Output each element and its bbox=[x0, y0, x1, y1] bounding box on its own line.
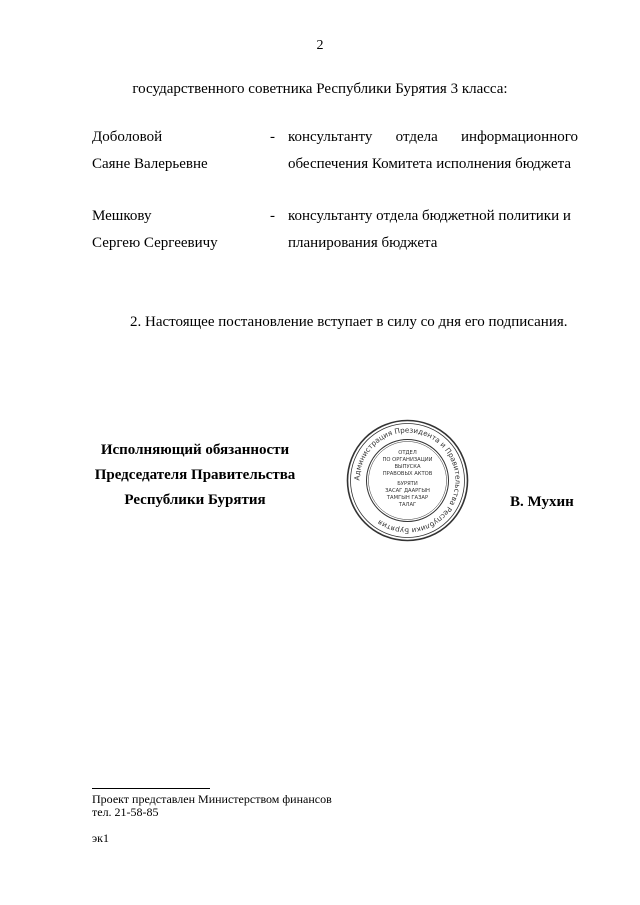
footer-project-note: Проект представлен Министерством финансов bbox=[92, 792, 332, 806]
footnote-divider bbox=[92, 788, 210, 789]
signature-title-line3: Республики Бурятия bbox=[124, 492, 266, 508]
appointee-position-line1: консультанту отдела бюджетной политики и bbox=[288, 208, 571, 224]
appointee-given-names: Сергею Сергеевичу bbox=[92, 235, 218, 251]
svg-text:ПО ОРГАНИЗАЦИИ: ПО ОРГАНИЗАЦИИ bbox=[382, 457, 433, 463]
appointee-position-line2: планирования бюджета bbox=[288, 235, 438, 251]
heading: государственного советника Республики Бурятия 3 класса: bbox=[132, 81, 508, 97]
appointee-position-line2: обеспечения Комитета исполнения бюджета bbox=[288, 156, 572, 172]
svg-text:ТАМГЫН ГАЗАР: ТАМГЫН ГАЗАР bbox=[386, 495, 429, 501]
stamp-outer-text: Администрация Президента и Правительства Республики Бурятия bbox=[352, 425, 463, 536]
signature-title bbox=[80, 438, 310, 513]
svg-text:ВЫПУСКА: ВЫПУСКА bbox=[394, 464, 421, 470]
appointee-surname: Доболовой bbox=[92, 129, 163, 145]
dash-separator: - bbox=[270, 129, 275, 145]
page-number: 2 bbox=[316, 38, 324, 53]
appointee-position-line1: консультанту отдела информационного bbox=[288, 129, 578, 145]
clause-2: 2. Настоящее постановление вступает в силу со дня его подписания. bbox=[130, 314, 568, 330]
svg-text:ПРАВОВЫХ АКТОВ: ПРАВОВЫХ АКТОВ bbox=[382, 471, 433, 477]
signature-title-line1: Исполняющий обязанности bbox=[100, 442, 290, 458]
svg-text:ЗАСАГ ДААРГЫН: ЗАСАГ ДААРГЫН bbox=[385, 488, 430, 494]
appointee-given-names: Саяне Валерьевне bbox=[92, 156, 208, 172]
footer-code: эк1 bbox=[92, 831, 109, 845]
svg-text:ТАЛАГ: ТАЛАГ bbox=[398, 502, 417, 508]
official-stamp-icon bbox=[345, 418, 470, 543]
signature-title-line2: Председателя Правительства bbox=[94, 467, 296, 483]
signer-name: В. Мухин bbox=[510, 494, 574, 510]
appointee-surname: Мешкову bbox=[92, 208, 152, 224]
svg-text:БУРЯТИ: БУРЯТИ bbox=[397, 481, 418, 487]
footer-phone: тел. 21-58-85 bbox=[92, 805, 159, 819]
stamp-inner-text bbox=[382, 450, 432, 508]
svg-text:ОТДЕЛ: ОТДЕЛ bbox=[398, 450, 417, 456]
dash-separator: - bbox=[270, 208, 275, 224]
